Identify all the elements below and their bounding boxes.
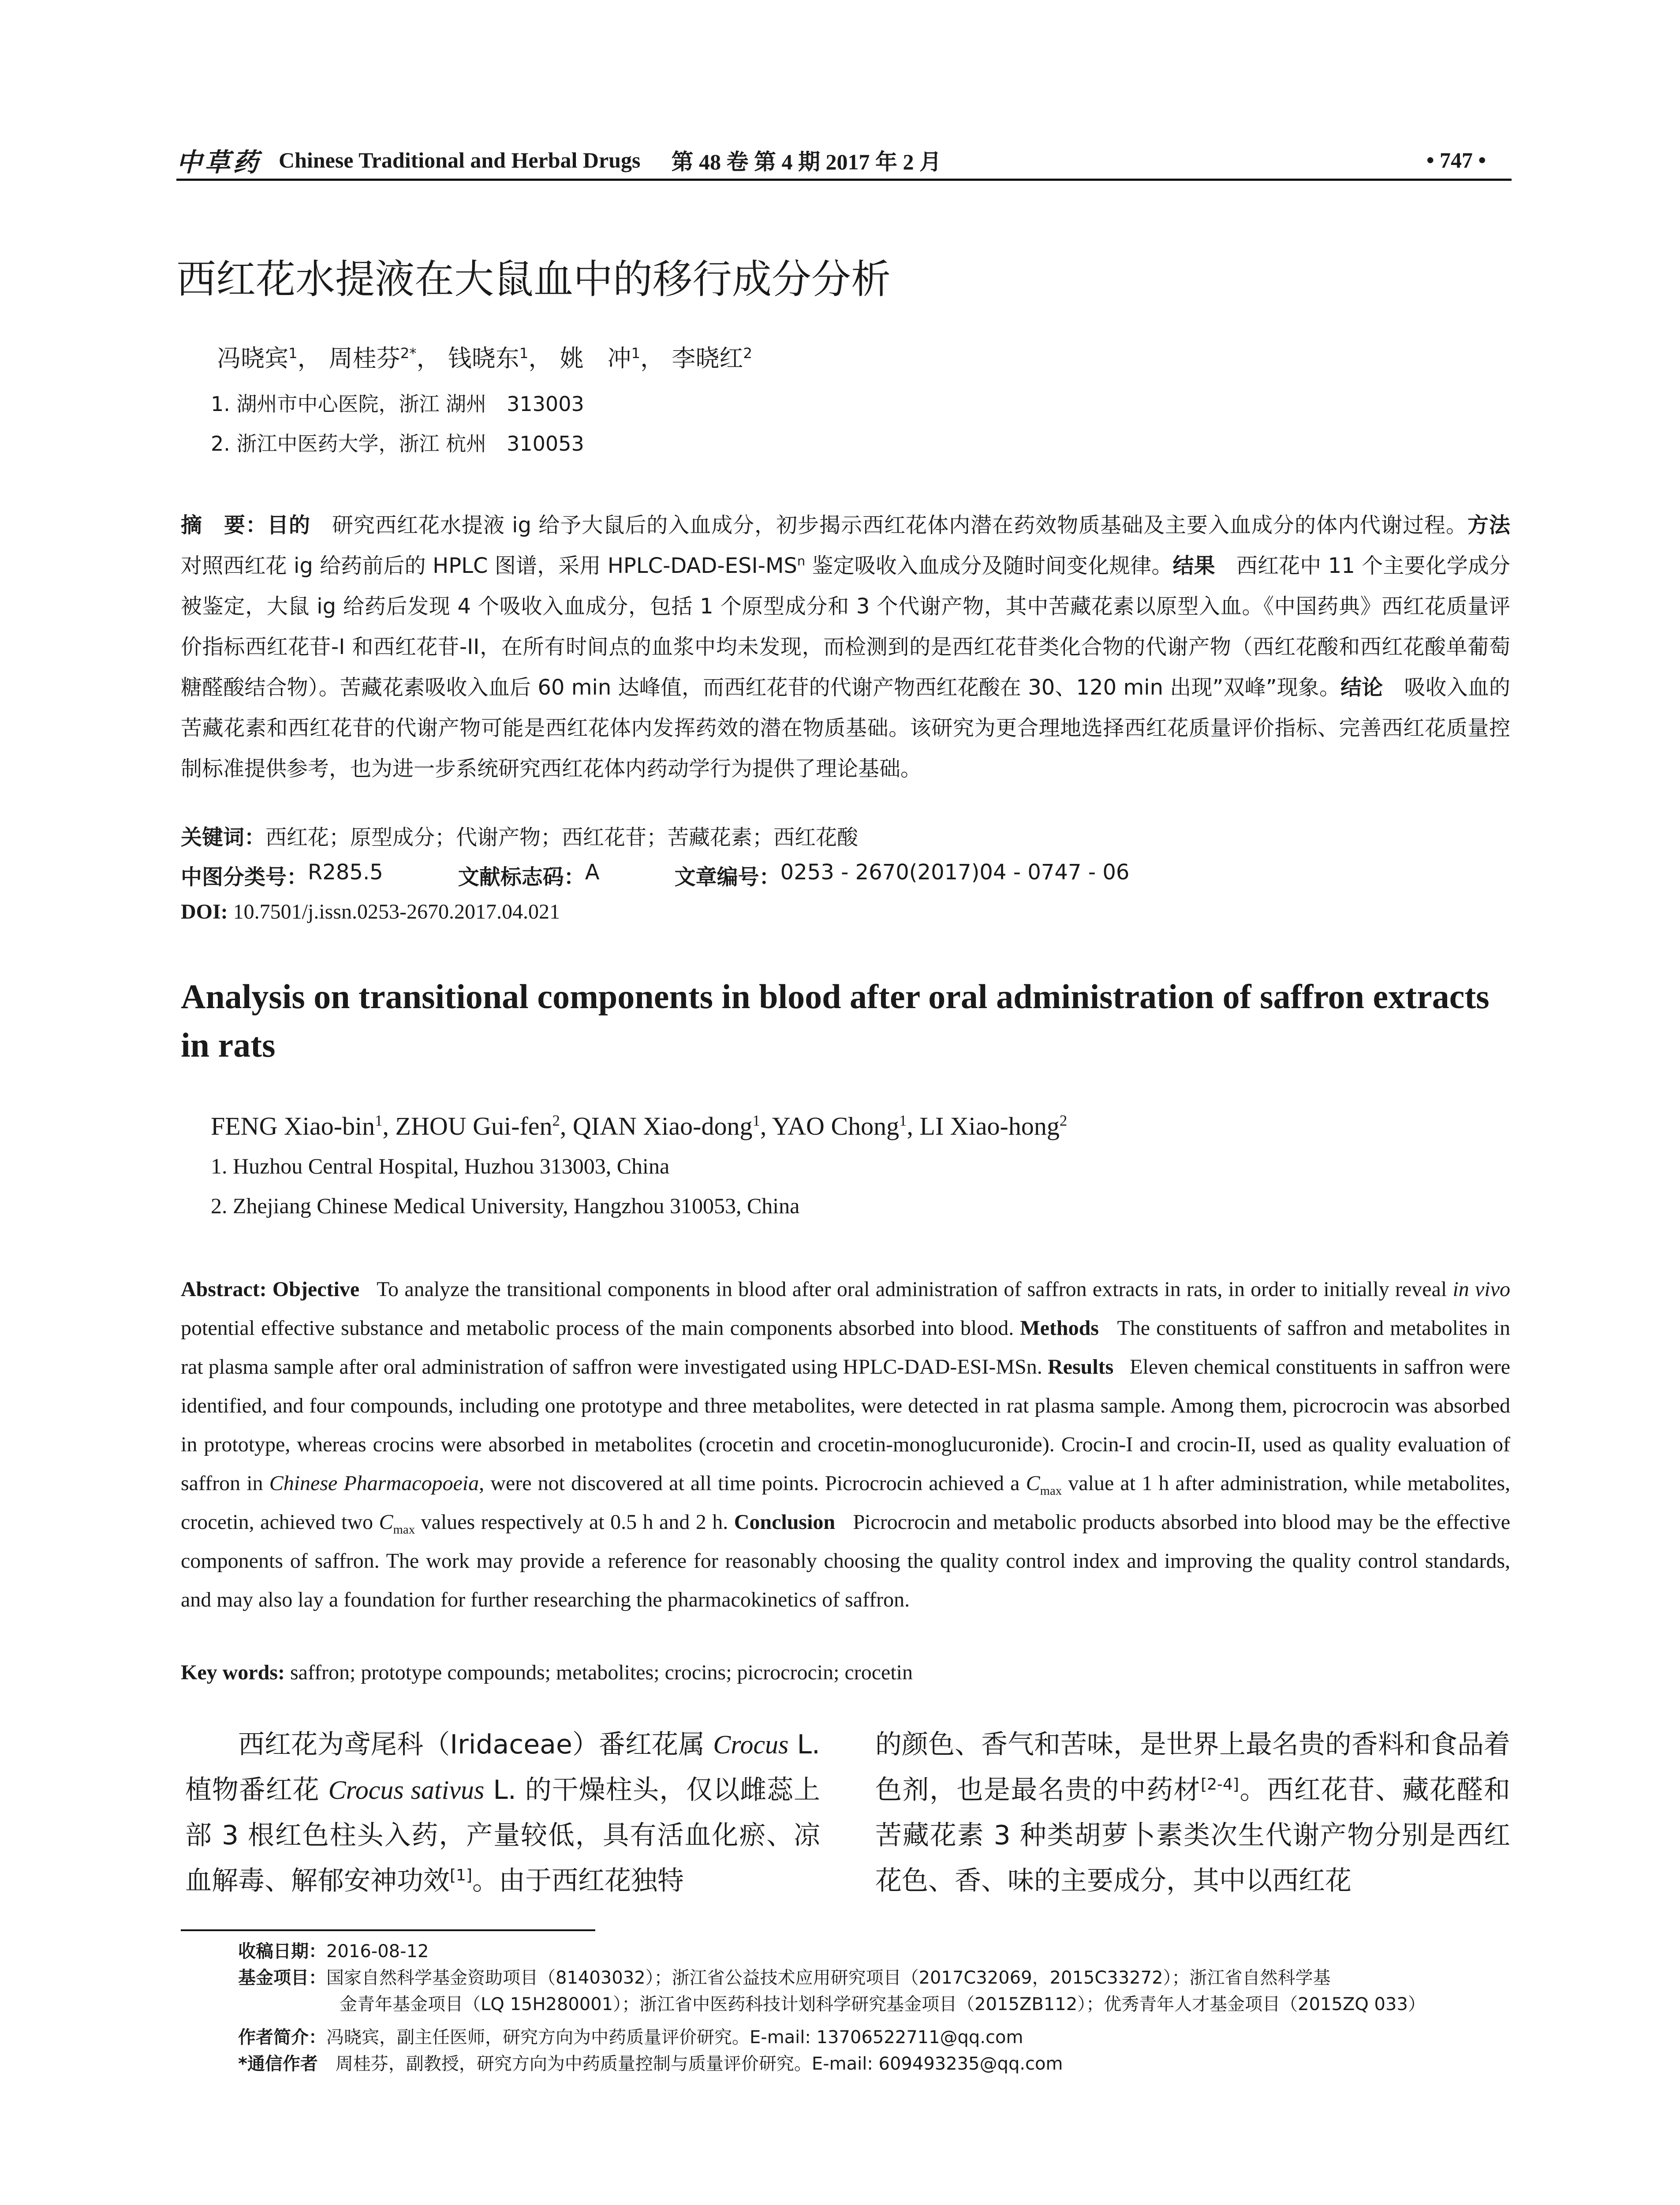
header-rule: [176, 179, 1512, 181]
conclusion-label: Conclusion: [734, 1510, 836, 1534]
keywords-label: Key words:: [181, 1661, 285, 1684]
affiliation-en-2: 2. Zhejiang Chinese Medical University, Hangzhou 310053, China: [211, 1193, 800, 1218]
methods-text: The constituents of saffron and metabolites in rat plasma sample after oral administration of saffron were investigated using HPLC-DAD-ESI-MSn.: [181, 1316, 1511, 1379]
footnote-received: [238, 1938, 1508, 1965]
objective-text: To analyze the transitional components in blood after oral administration of saffron extracts in rats, in order to initially reveal: [377, 1278, 1453, 1301]
conclusion-label: 结论: [1340, 675, 1383, 700]
body-italic: Crocus: [713, 1730, 789, 1759]
article-no-label: 文章编号：: [674, 865, 780, 889]
issue-info: 第 48 卷 第 4 期 2017 年 2 月: [671, 149, 941, 174]
author-affil-mark: 1: [519, 345, 529, 362]
results-text: values respectively at 0.5 h and 2 h.: [415, 1510, 728, 1534]
doc-code-label: 文献标志码：: [458, 865, 585, 889]
fund-text: 国家自然科学基金资助项目（81403032）；浙江省公益技术应用研究项目（2017C32069，2015C33272）；浙江省自然科学基: [326, 1968, 1331, 1988]
methods-text: 鉴定吸收入血成分及随时间变化规律。: [805, 553, 1173, 578]
body-text: 西红花为鸢尾科（Iridaceae）番红花属: [238, 1729, 713, 1760]
conclusion-text: 吸收入血的苦藏花素和西红花苷的代谢产物可能是西红花体内发挥药效的潜在物质基础。该研究为更合理地选择西红花质量评价指标、完善西红花质量控制标准提供参考，也为进一步系统研究西红花体内药动学行为提供了理论基础。: [181, 675, 1510, 781]
author-text: 冯晓宾，副主任医师，研究方向为中药质量评价研究。E-mail: 13706522711@qq.com: [326, 2027, 1023, 2048]
author-name: YAO Chong: [772, 1112, 900, 1140]
author-name: QIAN Xiao-dong: [572, 1112, 753, 1140]
journal-name-en: Chinese Traditional and Herbal Drugs: [279, 148, 641, 172]
fund-label: 基金项目：: [238, 1968, 326, 1988]
received-label: 收稿日期：: [238, 1941, 326, 1962]
footnote-fund: [238, 1965, 1508, 2018]
keywords-text: saffron; prototype compounds; metabolites; crocins; picrocrocin; crocetin: [290, 1661, 913, 1684]
title-cn: 西红花水提液在大鼠血中的移行成分分析: [176, 256, 891, 303]
fund-text: 金青年基金项目（LQ 15H280001）；浙江省中医药科技计划科学研究基金项目（2015ZB112）；优秀青年人才基金项目（2015ZQ 033）: [340, 1994, 1426, 2014]
objective-label: 目的: [267, 513, 310, 538]
page-number: • 747 •: [1426, 148, 1486, 172]
author-name: 姚 冲: [560, 344, 631, 372]
corresponding-text: 周桂芬，副教授，研究方向为中药质量控制与质量评价研究。E-mail: 609493235@qq.com: [317, 2054, 1063, 2074]
body-text: 。由于西红花独特: [472, 1865, 684, 1896]
objective-text: potential effective substance and metabolic process of the main components absorbed into blood.: [181, 1316, 1014, 1340]
keywords-label: 关键词：: [181, 825, 266, 850]
results-label: 结果: [1172, 553, 1215, 578]
results-label: Results: [1047, 1355, 1114, 1379]
methods-label: 方法: [1467, 513, 1510, 538]
body-text: 。西红花苷、藏花醛和苦藏花素 3 种类胡萝卜素类次生代谢产物分别是西红花色、香、味的主要成分，其中以西红花: [875, 1775, 1511, 1896]
objective-text: 研究西红花水提液 ig 给予大鼠后的入血成分，初步揭示西红花体内潜在药效物质基础及主要入血成分的体内代谢过程。: [332, 513, 1467, 538]
clc-value: R285.5: [308, 860, 383, 885]
affiliation-cn-2: 2. 浙江中医药大学，浙江 杭州 310053: [211, 432, 584, 456]
received-date: 2016-08-12: [326, 1941, 429, 1962]
article-no-value: 0253 - 2670(2017)04 - 0747 - 06: [780, 860, 1130, 885]
author-affil-mark: 2: [1059, 1112, 1068, 1129]
body-text: L. 植物番红花: [185, 1729, 820, 1805]
abstract-en: [181, 1270, 1510, 1619]
keywords-en: [181, 1660, 913, 1685]
footnote-rule: [181, 1929, 595, 1931]
citation-ref[interactable]: [1]: [450, 1866, 472, 1884]
author-affil-mark: 1: [288, 345, 298, 362]
author-name: 周桂芬: [329, 344, 400, 372]
author-affil-mark: 1: [631, 345, 641, 362]
citation-ref[interactable]: [2-4]: [1201, 1775, 1239, 1794]
results-text: value at 1 h after administration, while metabolites, crocetin, achieved two: [181, 1472, 1511, 1534]
results-text: , were not discovered at all time points. Picrocrocin achieved a: [479, 1472, 1026, 1495]
body-italic: Crocus sativus: [328, 1775, 485, 1805]
conclusion-text: Picrocrocin and metabolic products absorbed into blood may be the effective components of saffron. The work may provide a reference for reasonably choosing the quality control index and improving the quality control standards, and may also lay a foundation for further researching the pharmacokinetics of saffron.: [181, 1510, 1511, 1611]
keywords-cn: [181, 820, 858, 851]
corresponding-label: *通信作者: [238, 2054, 318, 2074]
author-affil-mark: 1: [899, 1112, 907, 1129]
footnote-corresponding: [238, 2051, 1508, 2077]
keywords-text: 西红花；原型成分；代谢产物；西红花苷；苦藏花素；西红花酸: [265, 825, 859, 850]
abstract-label: 摘 要：: [181, 513, 267, 538]
author-affil-mark: 1: [375, 1112, 383, 1129]
results-text: Eleven chemical constituents in saffron were identified, and four compounds, including one prototype and three metabolites, were detected in rat plasma sample. Among them, picrocrocin was absorbed in prototype, whereas crocins were absorbed in metabolites (crocetin and crocetin-monoglucuronide). Crocin-I and crocin-II, used as quality evaluation of saffron in: [181, 1355, 1511, 1495]
abstract-cn: [181, 505, 1510, 789]
results-italic: Chinese Pharmacopoeia: [269, 1472, 479, 1495]
body-text: 的颜色、香气和苦味，是世界上最名贵的香料和食品着色剂，也是最名贵的中药材: [875, 1729, 1510, 1805]
journal-logo-cn: 中草药: [176, 147, 261, 177]
results-text: 西红花中 11 个主要化学成分被鉴定，大鼠 ig 给药后发现 4 个吸收入血成分，包括 1 个原型成分和 3 个代谢产物，其中苦藏花素以原型入血。《中国药典》西红花质量评价指标西红花苷-I 和西红花苷-II，在所有时间点的血浆中均未发现，而检测到的是西红花苷类化合物的代谢产物（西红花酸和西红花酸单葡萄糖醛酸结合物）。苦藏花素吸收入血后 60 min 达峰值，而西红花苷的代谢产物西红花酸在 30、120 min 出现”双峰”现象。: [181, 553, 1510, 700]
cmax-subscript: max: [393, 1522, 415, 1537]
affiliation-cn-1: 1. 湖州市中心医院，浙江 湖州 313003: [211, 392, 584, 416]
authors-cn: 冯晓宾$^1$， 周桂芬$^{2*}$， 钱晓东$^1$， 姚 冲$^1$， 李晓红$^2$: [217, 344, 752, 372]
doi-value: 10.7501/j.issn.0253-2670.2017.04.021: [233, 900, 560, 923]
authors-en: FENG Xiao-bin$^1$, ZHOU Gui-fen$^2$, QIAN Xiao-dong$^1$, YAO Chong$^1$, LI Xiao-hong$^2$: [211, 1112, 1068, 1140]
author-label: 作者简介：: [238, 2027, 326, 2048]
classification-line: [181, 860, 1129, 890]
author-name: 钱晓东: [448, 344, 519, 372]
methods-text: 对照西红花 ig 给药前后的 HPLC 图谱，采用 HPLC-DAD-ESI-MS: [181, 553, 797, 578]
author-affil-mark: 1: [752, 1112, 760, 1129]
cmax-symbol: C: [379, 1510, 393, 1534]
doi-label: DOI:: [181, 900, 228, 923]
running-header: [176, 140, 1499, 180]
author-affil-mark: 2: [552, 1112, 560, 1129]
author-affil-mark: 2: [743, 345, 752, 362]
author-name: FENG Xiao-bin: [211, 1112, 375, 1140]
abstract-label: Abstract:: [181, 1278, 267, 1301]
title-en: Analysis on transitional components in blood after oral administration of saffron extracts in rats: [181, 977, 1490, 1064]
author-name: 李晓红: [672, 344, 743, 372]
methods-superscript: n: [797, 553, 806, 568]
author-name: 冯晓宾: [217, 344, 288, 372]
objective-label: Objective: [272, 1278, 360, 1301]
doi-line: [181, 900, 560, 924]
affiliation-en-1: 1. Huzhou Central Hospital, Huzhou 313003, China: [211, 1154, 670, 1178]
body-column-right: [875, 1722, 1510, 1904]
footnote-author: [238, 2024, 1508, 2051]
doc-code-value: A: [585, 860, 600, 885]
author-name: ZHOU Gui-fen: [395, 1112, 553, 1140]
objective-italic: in vivo: [1452, 1278, 1511, 1301]
body-text: L. 的干燥柱头，仅以雌蕊上部 3 根红色柱头入药，产量较低，具有活血化瘀、凉血解毒、解郁安神功效: [185, 1775, 820, 1896]
body-column-left: [185, 1722, 820, 1904]
cmax-subscript: max: [1040, 1484, 1062, 1498]
methods-label: Methods: [1020, 1316, 1099, 1340]
cmax-symbol: C: [1026, 1472, 1040, 1495]
author-affil-mark: 2*: [400, 345, 417, 362]
clc-label: 中图分类号：: [181, 865, 308, 889]
author-name: LI Xiao-hong: [919, 1112, 1060, 1140]
